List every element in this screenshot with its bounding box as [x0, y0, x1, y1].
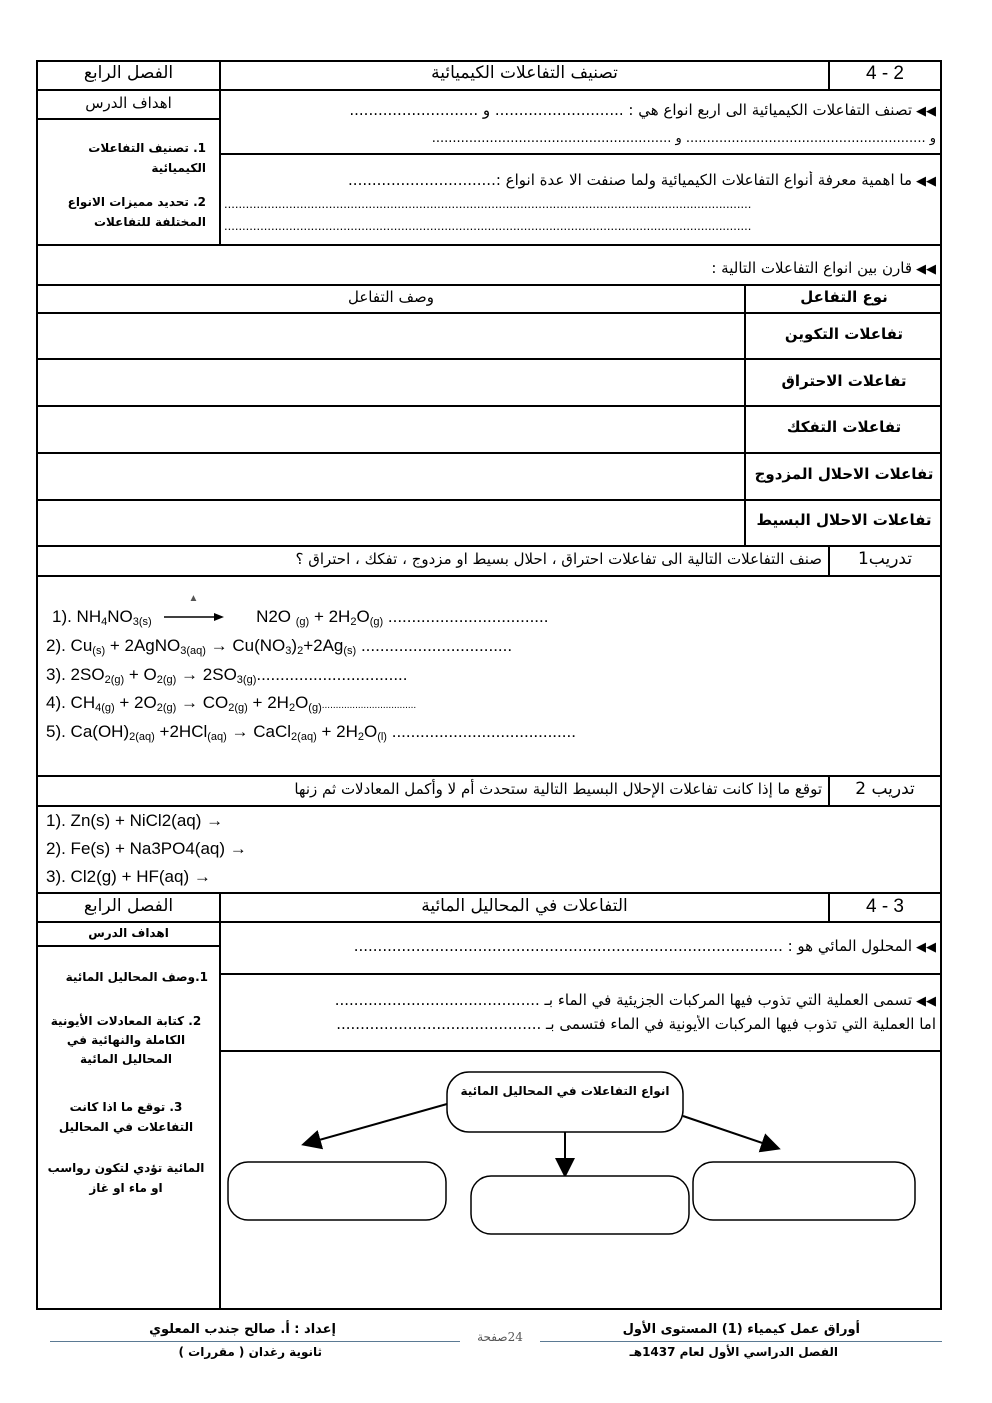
footer-course-title: أوراق عمل كيمياء (1) المستوى الأول — [622, 1322, 860, 1337]
footer-rule-left — [50, 1341, 460, 1342]
bullet-icon: ◀◀ — [916, 262, 936, 277]
bullet-icon: ◀◀ — [916, 104, 936, 119]
footer-school: ثانوية رغدان ( مقررات ) — [178, 1345, 322, 1359]
lesson-number: 4 - 2 — [865, 63, 905, 84]
objectives-header: اهداف الدرس — [85, 94, 172, 112]
equation-4: 4). $CH_{4(g)} + 2O_{2(g)} \to CO_{2(g)} + 2H_2O_{(g)}$.................................. — [46, 693, 417, 714]
page-number: 24صفحة — [477, 1330, 523, 1344]
question-importance: ◀◀ما اهمية معرفة أنواع التفاعلات الكيميائية ولما صنفت الا عدة انواع :............................... — [348, 171, 936, 189]
objective-2: 2. كتابة المعادلات الأيونية الكاملة والنهائية في المحاليل المائية — [50, 1014, 202, 1066]
equation-2: 2). Fe(s) + Na3PO4(aq) → — [46, 839, 247, 858]
objective-2: 2. تحديد مميزات الانواع المختلفة للتفاعلات — [67, 195, 206, 229]
objective-1: 1.وصف المحاليل المائية — [65, 970, 208, 984]
footer-term: الفصل الدراسي الأول لعام 1437هـ — [629, 1345, 838, 1359]
compare-prompt: ◀◀قارن بين انواع التفاعلات التالية : — [711, 259, 936, 277]
objective-3: 3. توقع ما اذا كانت التفاعلات في المحاليل — [58, 1100, 194, 1134]
bullet-icon: ◀◀ — [916, 174, 936, 189]
objective-1: 1. تصنيف التفاعلات الكيميائية — [88, 141, 206, 175]
exercise-2-prompt: توقع ما إذا كانت تفاعلات الإحلال البسيط التالية ستحدث أم لا وأكمل المعادلات ثم زنها — [294, 780, 822, 798]
objectives-header: اهداف الدرس — [88, 926, 169, 940]
child-node-right[interactable] — [693, 1162, 915, 1220]
reaction-type-single-replacement: تفاعلات الاحلال البسيط — [756, 511, 932, 529]
reaction-type-double-replacement: تفاعلات الاحلال المزدوج — [754, 465, 934, 483]
description-cell[interactable] — [38, 407, 744, 451]
bullet-icon: ◀◀ — [916, 994, 936, 1009]
answer-line: و .......................................................... و .......................................................... — [431, 131, 936, 146]
footer-rule-right — [540, 1341, 942, 1342]
objective-3-continued: المائية تؤدي لتكون رواسب او ماء او غاز — [47, 1161, 205, 1195]
answer-line: .................................................................................................................................................. — [224, 218, 752, 233]
lesson-number: 4 - 3 — [865, 896, 905, 917]
bullet-icon: ◀◀ — [916, 940, 936, 955]
equation-1: 1). $NH_4NO_{3(s)}$ ▲ N2O $_{(g)} + 2H_2O_{(g)}$ .................................. — [52, 593, 549, 628]
chapter-label: الفصل الرابع — [83, 63, 174, 83]
answer-line: .................................................................................................................................................. — [224, 196, 752, 211]
reaction-type-decomposition: تفاعلات التفكك — [786, 418, 902, 436]
reaction-type-combustion: تفاعلات الاحتراق — [781, 372, 907, 390]
equation-2: 2). $Cu_{(s)}$ + 2AgNO$_{3(aq)}$ → $Cu(NO_3)_2+2Ag_{(s)}$ ................................ — [46, 636, 513, 657]
description-cell[interactable] — [38, 314, 744, 357]
description-cell[interactable] — [38, 501, 744, 545]
question-types: ◀◀تصنف التفاعلات الكيميائية الى اربع انواع هي : ........................... و ........................... — [349, 101, 936, 119]
equation-5: 5). $Ca(OH)_{2(aq)} +2HCl_{(aq)}$ → CaCl$_{2(aq)}$ + $2H_2O_{(l)}$ ....................................... — [46, 722, 576, 743]
arrow-right — [683, 1116, 777, 1148]
equation-1: 1). Zn(s) + NiCl2(aq) → — [46, 811, 224, 830]
lesson-title: التفاعلات في المحاليل المائية — [421, 896, 628, 916]
exercise-2-label: تدريب 2 — [855, 779, 915, 799]
footer-author: إعداد : أ. صالح جندب المعلوي — [149, 1322, 336, 1337]
reaction-type-synthesis: تفاعلات التكوين — [784, 325, 904, 343]
question-aqueous-solution: ◀◀المحلول المائي هو : .......................................................................................... — [353, 937, 936, 955]
child-node-center[interactable] — [471, 1176, 689, 1234]
exercise-1-prompt: صنف التفاعلات التالية الى تفاعلات احتراق ، احلال بسيط او مزدوج ، تفكك ، احتراق ؟ — [295, 550, 822, 568]
header-reaction-type: نوع التفاعل — [800, 288, 888, 306]
lesson-title: تصنيف التفاعلات الكيميائية — [431, 63, 618, 83]
root-node — [447, 1072, 683, 1132]
question-dissociation: اما العملية التي تذوب فيها المركبات الأيونية في الماء فتسمى بـ ........................................... — [336, 1015, 936, 1033]
root-node-label: انواع التفاعلات في المحاليل المائية — [460, 1084, 670, 1098]
question-dissolution: ◀◀تسمى العملية التي تذوب فيها المركبات الجزيئية في الماء بـ ........................................... — [334, 991, 936, 1009]
exercise-1-label: تدريب1 — [857, 549, 913, 569]
chapter-label: الفصل الرابع — [83, 896, 174, 916]
reaction-arrow-icon — [164, 612, 224, 622]
heat-triangle-icon: ▲ — [188, 593, 199, 604]
equation-3: 3). $2SO_{2(g)} + O_{2(g)} \to 2SO_{3(g)}$................................ — [46, 665, 408, 686]
description-cell[interactable] — [38, 360, 744, 404]
header-reaction-description: وصف التفاعل — [347, 288, 434, 306]
arrow-left — [305, 1104, 447, 1144]
equation-3: 3). Cl2(g) + HF(aq) → — [46, 867, 211, 886]
child-node-left[interactable] — [228, 1162, 446, 1220]
description-cell[interactable] — [38, 454, 744, 498]
